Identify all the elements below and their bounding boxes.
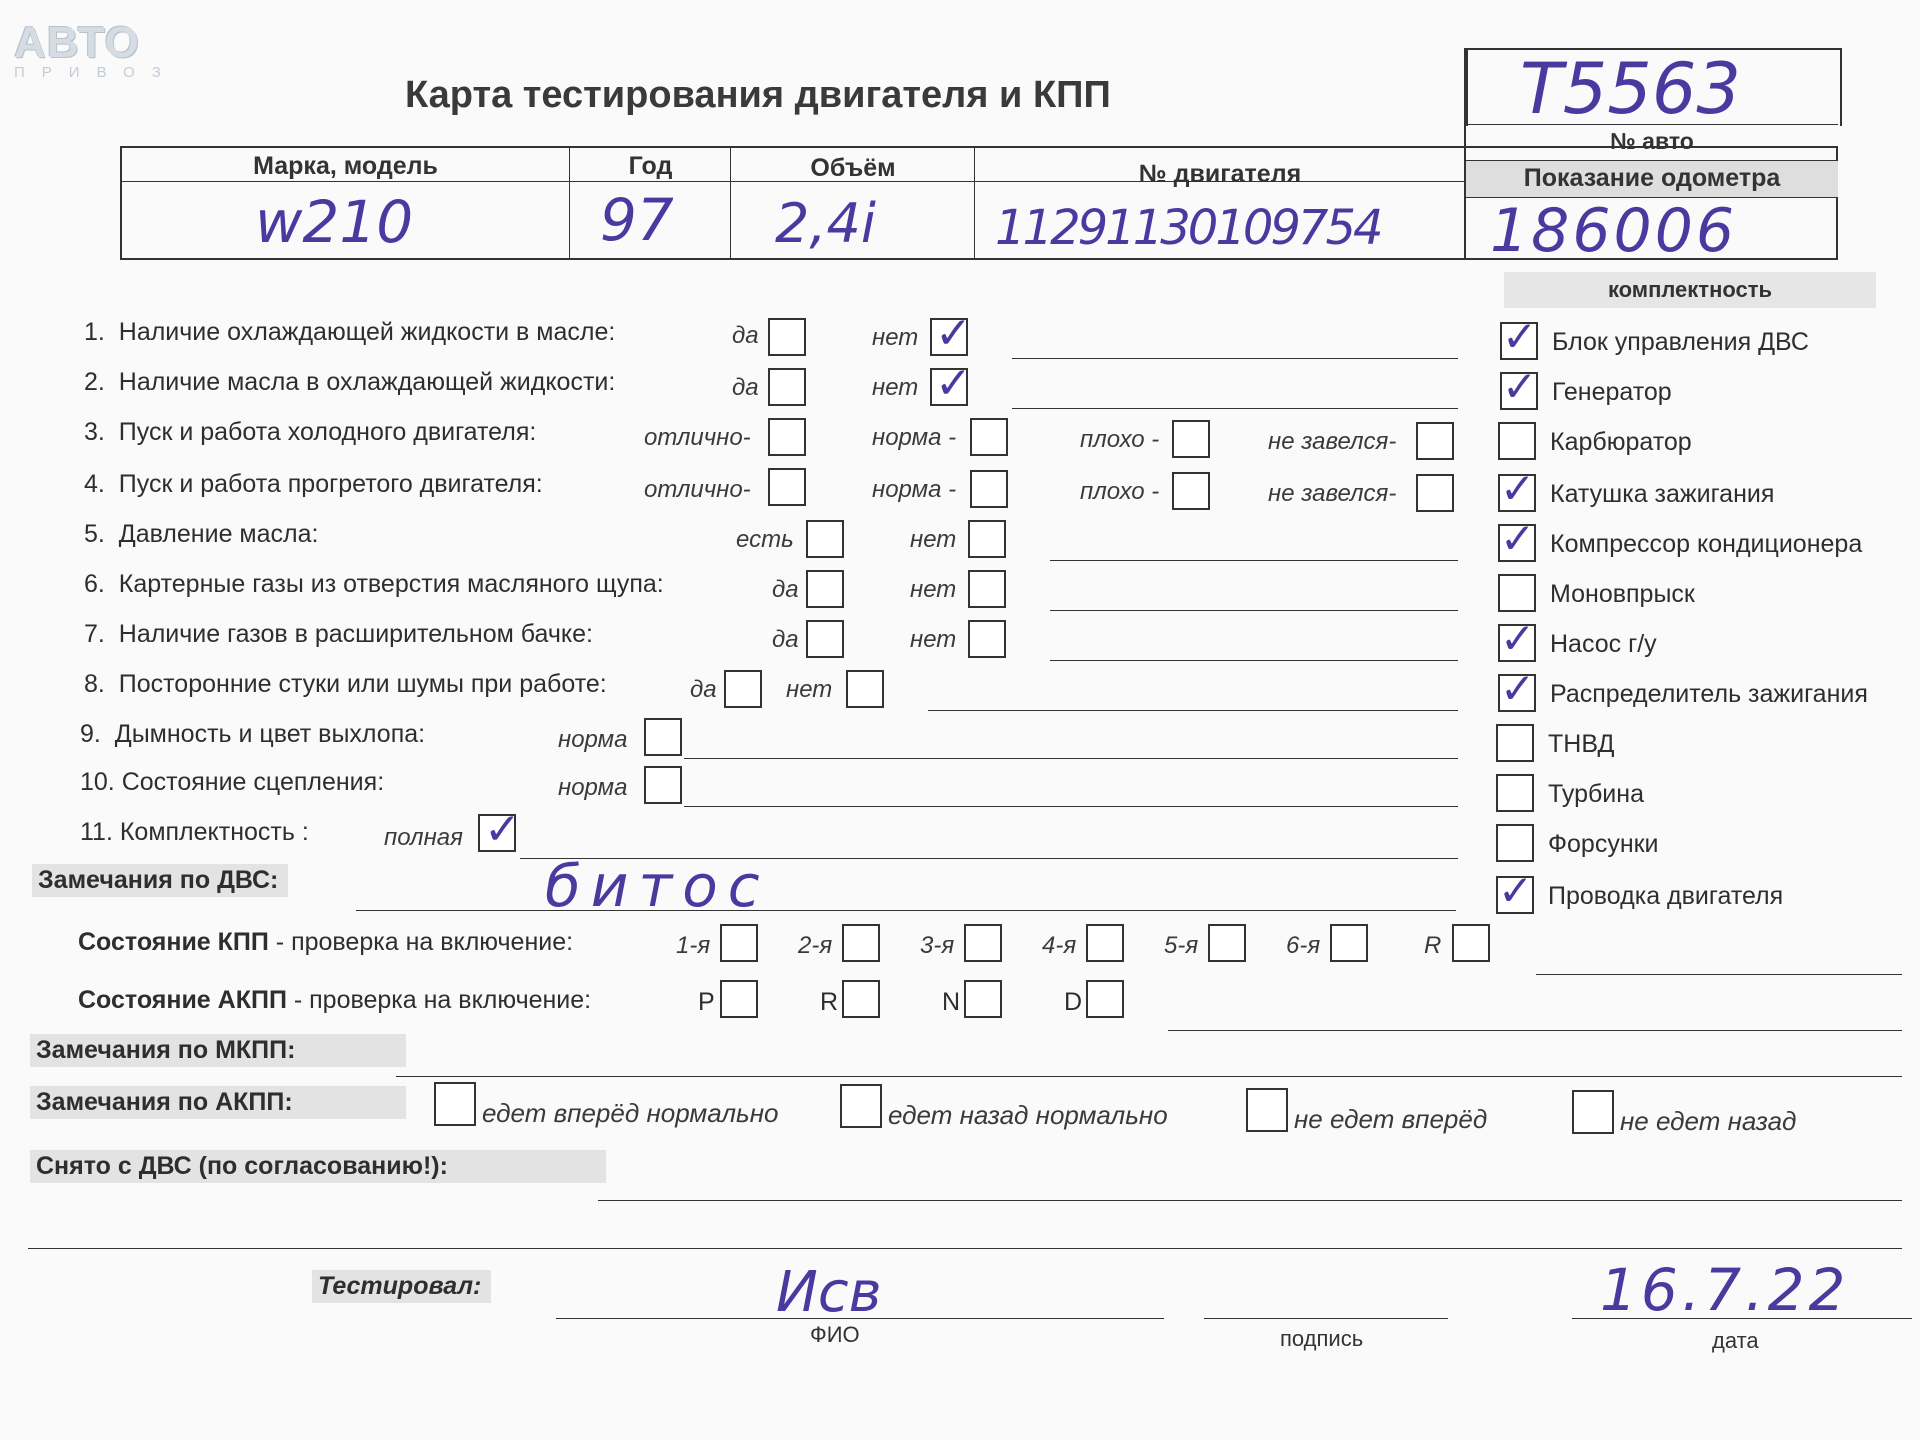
akpp-modes <box>698 980 1138 1030</box>
q5-no-checkbox[interactable] <box>968 520 1006 558</box>
q3-excellent-checkbox[interactable] <box>768 418 806 456</box>
car-number-value: T5563 <box>1520 48 1741 130</box>
kit-tnvd-label: ТНВД <box>1548 730 1615 758</box>
q3-opt-normal-label: норма - <box>872 424 957 451</box>
q4-opt-normal-label: норма - <box>872 476 957 503</box>
akpp-backward-ok-checkbox[interactable] <box>840 1084 882 1128</box>
kpp-label: Состояние КПП - проверка на включение: <box>78 928 574 956</box>
kit-tnvd-checkbox[interactable] <box>1496 724 1534 762</box>
kit-ac-compressor-check-mark: ✓ <box>1500 514 1536 563</box>
q5-yes-checkbox[interactable] <box>806 520 844 558</box>
q4-bad-checkbox[interactable] <box>1172 472 1210 510</box>
kit-ps-pump-check-mark: ✓ <box>1500 614 1536 663</box>
q1-opt-yes-label: да <box>732 322 759 349</box>
header-model: Марка, модель <box>253 152 438 180</box>
kit-ignition-coil-label: Катушка зажигания <box>1550 480 1775 508</box>
kit-injectors-checkbox[interactable] <box>1496 824 1534 862</box>
akpp-mode-r-checkbox[interactable] <box>842 980 880 1018</box>
kpp-gear-r-label: R <box>1424 932 1442 959</box>
q8-label: 8. Посторонние стуки или шумы при работе: <box>84 670 607 698</box>
q6-label: 6. Картерные газы из отверстия масляного щупа: <box>84 570 664 598</box>
kit-wiring-check-mark: ✓ <box>1498 866 1534 915</box>
kit-monoinjection-checkbox[interactable] <box>1498 574 1536 612</box>
date-caption: дата <box>1712 1328 1759 1353</box>
fio-caption: ФИО <box>810 1322 860 1347</box>
akpp-mode-r-label: R <box>820 988 839 1016</box>
kpp-gear-4-checkbox[interactable] <box>1086 924 1124 962</box>
q6-no-checkbox[interactable] <box>968 570 1006 608</box>
kit-carburetor-label: Карбюратор <box>1550 428 1692 456</box>
kpp-gear-5-label: 5-я <box>1164 932 1199 959</box>
remarks-akpp-label: Замечания по АКПП: <box>30 1086 406 1119</box>
kit-distributor-label: Распределитель зажигания <box>1550 680 1868 708</box>
kpp-gear-6-label: 6-я <box>1286 932 1321 959</box>
q2-opt-no-label: нет <box>872 374 919 401</box>
kpp-gear-r-checkbox[interactable] <box>1452 924 1490 962</box>
q4-nostart-checkbox[interactable] <box>1416 474 1454 512</box>
q1-opt-no-label: нет <box>872 324 919 351</box>
logo <box>14 18 178 81</box>
akpp-mode-p-checkbox[interactable] <box>720 980 758 1018</box>
akpp-label: Состояние АКПП - проверка на включение: <box>78 986 592 1014</box>
akpp-no-forward-checkbox[interactable] <box>1246 1088 1288 1132</box>
q2-opt-yes-label: да <box>732 374 759 401</box>
logo-sub-text: ПРИВОЗ <box>14 64 178 81</box>
kit-monoinjection-label: Моновпрыск <box>1550 580 1695 608</box>
q9-label: 9. Дымность и цвет выхлопа: <box>80 720 426 748</box>
q7-yes-checkbox[interactable] <box>806 620 844 658</box>
q7-label: 7. Наличие газов в расширительном бачке: <box>84 620 593 648</box>
akpp-backward-ok-label: едет назад нормально <box>888 1100 1168 1130</box>
kpp-gear-1-checkbox[interactable] <box>720 924 758 962</box>
q5-opt-no-label: нет <box>910 526 957 553</box>
akpp-forward-ok-checkbox[interactable] <box>434 1082 476 1126</box>
date-value: 16.7.22 <box>1600 1256 1850 1324</box>
kpp-gear-2-label: 2-я <box>798 932 833 959</box>
q11-full-check-mark: ✓ <box>484 804 521 855</box>
kpp-gear-4-label: 4-я <box>1042 932 1077 959</box>
q9-normal-checkbox[interactable] <box>644 718 682 756</box>
q2-yes-checkbox[interactable] <box>768 368 806 406</box>
kit-turbo-checkbox[interactable] <box>1496 774 1534 812</box>
q1-no-check-mark: ✓ <box>935 308 972 359</box>
kit-wiring-label: Проводка двигателя <box>1548 882 1784 910</box>
kpp-gear-6-checkbox[interactable] <box>1330 924 1368 962</box>
header-year: Год <box>628 152 673 180</box>
q1-yes-checkbox[interactable] <box>768 318 806 356</box>
q10-label: 10. Состояние сцепления: <box>80 768 385 796</box>
odometer-value: 186006 <box>1490 196 1738 266</box>
q8-no-checkbox[interactable] <box>846 670 884 708</box>
header-odometer: Показание одометра <box>1523 164 1781 192</box>
kit-injectors-label: Форсунки <box>1548 830 1659 858</box>
akpp-no-backward-checkbox[interactable] <box>1572 1090 1614 1134</box>
akpp-mode-n-label: N <box>942 988 961 1016</box>
q3-normal-checkbox[interactable] <box>970 418 1008 456</box>
q3-label: 3. Пуск и работа холодного двигателя: <box>84 418 537 446</box>
q6-opt-yes-label: да <box>772 576 799 603</box>
kpp-gears <box>676 924 1496 974</box>
kit-ecu-check-mark: ✓ <box>1502 312 1538 361</box>
kit-list <box>1496 312 1916 915</box>
q11-label: 11. Комплектность : <box>80 818 309 846</box>
q10-normal-checkbox[interactable] <box>644 766 682 804</box>
q3-opt-excellent-label: отлично- <box>644 424 751 451</box>
akpp-forward-ok-label: едет вперёд нормально <box>482 1098 779 1128</box>
header-volume: Объём <box>810 154 896 182</box>
kit-ignition-coil-check-mark: ✓ <box>1500 464 1536 513</box>
q1-label: 1. Наличие охлаждающей жидкости в масле: <box>84 318 616 346</box>
q2-label: 2. Наличие масла в охлаждающей жидкости: <box>84 368 616 396</box>
q4-opt-excellent-label: отлично- <box>644 476 751 503</box>
page-title: Карта тестирования двигателя и КПП <box>405 74 1111 116</box>
tested-label: Тестировал: <box>312 1270 491 1303</box>
q9-opt-normal-label: норма <box>558 726 628 753</box>
q7-opt-no-label: нет <box>910 626 957 653</box>
akpp-mode-d-label: D <box>1064 988 1083 1016</box>
q2-no-check-mark: ✓ <box>935 358 972 409</box>
q11-opt-full-label: полная <box>384 824 463 851</box>
year-value: 97 <box>600 186 674 254</box>
q7-no-checkbox[interactable] <box>968 620 1006 658</box>
q8-opt-yes-label: да <box>690 676 717 703</box>
volume-value: 2,4i <box>775 192 876 255</box>
kpp-gear-1-label: 1-я <box>676 932 711 959</box>
q4-opt-nostart-label: не завелся- <box>1268 480 1397 507</box>
q3-opt-bad-label: плохо - <box>1080 426 1160 453</box>
header-engine-no: № двигателя <box>1138 160 1302 188</box>
kpp-gear-2-checkbox[interactable] <box>842 924 880 962</box>
remarks-dvs-value: битос <box>545 852 770 920</box>
q5-label: 5. Давление масла: <box>84 520 319 548</box>
engine-no-value: 11291130109754 <box>995 200 1381 256</box>
akpp-no-backward-label: не едет назад <box>1620 1106 1797 1136</box>
q4-excellent-checkbox[interactable] <box>768 468 806 506</box>
akpp-mode-d-checkbox[interactable] <box>1086 980 1124 1018</box>
q10-opt-normal-label: норма <box>558 774 628 801</box>
q8-opt-no-label: нет <box>786 676 833 703</box>
q6-opt-no-label: нет <box>910 576 957 603</box>
kit-distributor-check-mark: ✓ <box>1500 664 1536 713</box>
q4-label: 4. Пуск и работа прогретого двигателя: <box>84 470 543 498</box>
kit-ps-pump-label: Насос г/у <box>1550 630 1657 658</box>
kit-carburetor-checkbox[interactable] <box>1498 422 1536 460</box>
q3-opt-nostart-label: не завелся- <box>1268 428 1397 455</box>
remarks-mkpp-label: Замечания по МКПП: <box>30 1034 406 1067</box>
kpp-gear-3-label: 3-я <box>920 932 955 959</box>
kit-ecu-label: Блок управления ДВС <box>1552 328 1809 356</box>
q8-yes-checkbox[interactable] <box>724 670 762 708</box>
kpp-gear-5-checkbox[interactable] <box>1208 924 1246 962</box>
logo-main-text: АВТО <box>14 18 140 67</box>
kit-title: комплектность <box>1504 272 1876 308</box>
q3-nostart-checkbox[interactable] <box>1416 422 1454 460</box>
q6-yes-checkbox[interactable] <box>806 570 844 608</box>
kit-generator-check-mark: ✓ <box>1502 362 1538 411</box>
kit-turbo-label: Турбина <box>1548 780 1644 808</box>
remarks-dvs-label: Замечания по ДВС: <box>32 864 288 897</box>
akpp-no-forward-label: не едет вперёд <box>1294 1104 1488 1134</box>
removed-label: Снято с ДВС (по согласованию!): <box>30 1150 606 1183</box>
q3-bad-checkbox[interactable] <box>1172 420 1210 458</box>
kit-generator-label: Генератор <box>1552 378 1672 406</box>
kit-ac-compressor-label: Компрессор кондиционера <box>1550 530 1863 558</box>
model-value: w210 <box>255 188 414 256</box>
akpp-mode-n-checkbox[interactable] <box>964 980 1002 1018</box>
q4-normal-checkbox[interactable] <box>970 470 1008 508</box>
q4-opt-bad-label: плохо - <box>1080 478 1160 505</box>
q7-opt-yes-label: да <box>772 626 799 653</box>
q5-opt-yes-label: есть <box>736 526 794 553</box>
akpp-mode-p-label: P <box>698 988 715 1016</box>
signature-caption: подпись <box>1280 1326 1364 1351</box>
kpp-gear-3-checkbox[interactable] <box>964 924 1002 962</box>
fio-value: Исв <box>776 1260 882 1325</box>
car-number-label: № авто <box>1610 128 1694 154</box>
